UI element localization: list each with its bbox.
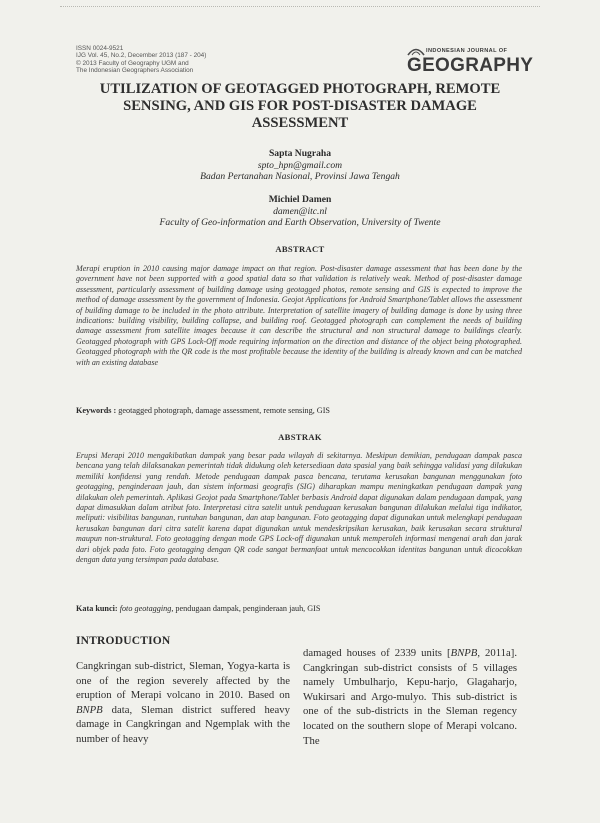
keywords-label: Keywords : bbox=[76, 406, 117, 415]
intro-left-text-2: data, Sleman district suffered heavy damage in Cangkringan and Ngemplak with the number of heavy bbox=[76, 703, 290, 745]
title-line-3: ASSESSMENT bbox=[251, 115, 349, 131]
abstrak-text: Erupsi Merapi 2010 mengakibatkan dampak yang besar pada wilayah di sekitarnya. Meskipun demikian, pendugaan dampak pasca bencana yang telah dilaksanakan pemerintah tidak didukung oleh ketersediaan data spasial yang baik sehingga validasi yang dilakukan memiliki konfidensi yang rendah. Metode pendugaan dampak pasca bencana, terutama kerusakan bangunan menggunakan foto geotagging, penginderaan jauh, dan sistem informasi geografis (SIG) diharapkan mampu meningkatkan pendugaan dampak yang dilakukan oleh pemerintah. Aplikasi Geojot pada Smartphone/Tablet berbasis Android dapat digunakan dalam pendugaan dampak, yang dapat dimasukkan dalam atribut foto. Interpretasi citra satelit untuk pendugaan kerusakan bangunan dilakukan melalui tiga indikator, meliputi: visibilitas bangunan, runtuhan bangunan, dan atap bangunan. Foto geotagging dapat digunakan untuk melengkapi pendugaan kerusakan bangunan dari citra satelit karena dapat digunakan untuk mendeskripsikan kerusakan, baik kerusakan secara struktural maupun non-struktural. Foto geotagging dengan mode GPS Lock-off digunakan untuk memperoleh informasi mengenai arah dan jarak dari objek pada foto. Foto geotagging dengan QR code sangat bermanfaat untuk mencocokkan identitas bangunan untuk dicocokkan dengan data yang tersimpan pada database. bbox=[76, 451, 522, 565]
abstract-heading: ABSTRACT bbox=[275, 244, 325, 254]
kata-kunci-italic: foto geotagging bbox=[119, 604, 172, 613]
kata-kunci bbox=[76, 604, 522, 614]
intro-right-text-1: damaged houses of 2339 units [ bbox=[303, 647, 451, 659]
logo-subtitle: INDONESIAN JOURNAL OF bbox=[426, 48, 508, 54]
title-line-2: SENSING, AND GIS FOR POST-DISASTER DAMAGE bbox=[123, 98, 477, 114]
scan-top-edge bbox=[60, 6, 540, 7]
author-email: spto_hpn@gmail.com bbox=[257, 159, 343, 171]
author-name: Sapta Nugraha bbox=[268, 148, 332, 159]
paper-title bbox=[70, 81, 530, 132]
author-name: Michiel Damen bbox=[268, 194, 332, 205]
issn: ISSN 0024-9521 bbox=[76, 45, 124, 52]
author-affiliation: Badan Pertanahan Nasional, Provinsi Jawa Tengah bbox=[200, 171, 400, 182]
keywords-list: geotagged photograph, damage assessment, remote sensing, GIS bbox=[118, 406, 330, 415]
keywords bbox=[76, 406, 522, 416]
intro-column-left bbox=[76, 659, 290, 747]
author-block-1 bbox=[70, 148, 530, 183]
volume-info: IJG Vol. 45, No.2, December 2013 (187 - 204) bbox=[76, 52, 207, 60]
logo-title: GEOGRAPHY bbox=[407, 55, 534, 76]
intro-left-text-1: Cangkringan sub-district, Sleman, Yogya-karta is one of the region severely affected by the eruption of Merapi volcano in 2010. Based on bbox=[76, 660, 290, 702]
kata-kunci-label: Kata kunci: bbox=[76, 604, 118, 613]
intro-right-text-2: , 2011a]. Cangkringan sub-district consists of 5 villages namely Umbulharjo, Kepu-harjo, Glagaharjo, Wukirsari and Argo-mulyo. This sub-district is one of the sub-districts in the Sleman regency located on the southern slope of Merapi volcano. The bbox=[303, 647, 517, 747]
abstract-text: Merapi eruption in 2010 causing major damage impact on that region. Post-disaster damage assessment that has been done by the government have not been supported with a good spatial data so that validation is relatively weak. Method of post-disaster damage assessment, particularly assessment of building damage using geotagged photos, remote sensing and GIS is expected to improve the method of damage assessment by the government of Indonesia. Geojot Applications for Android Smartphone/Tablet allows the assessment of building damage to be included in the photo attribute. Interpretation of satellite imagery of building damage is done by using three indications: building visibility, building collapse, and building roof. Geotagged photograph can complement the needs of building damage assessment from satellite images because it can describe the structural and non structural damage to buildings clearly. Geotagged photograph with GPS Lock-Off mode requiring information on the direction and distance of the object being photographed. Geotagged photograph with the QR code is the most profitable because the identity of the building is already known and can be matched with an existing database bbox=[76, 264, 522, 367]
copyright: © 2013 Faculty of Geography UGM and bbox=[76, 59, 189, 67]
association: The Indonesian Geographers Association bbox=[76, 67, 194, 75]
journal-logo bbox=[404, 48, 534, 78]
citation: BNPB bbox=[450, 647, 478, 659]
title-line-1: UTILIZATION OF GEOTAGGED PHOTOGRAPH, REMOTE bbox=[99, 81, 501, 97]
publication-info bbox=[76, 45, 206, 75]
author-affiliation: Faculty of Geo-information and Earth Observation, University of Twente bbox=[159, 217, 441, 228]
introduction-heading: INTRODUCTION bbox=[76, 635, 171, 647]
author-email: damen@itc.nl bbox=[273, 205, 327, 217]
author-block-2 bbox=[70, 194, 530, 229]
kata-kunci-list: , pendugaan dampak, penginderaan jauh, GIS bbox=[171, 604, 321, 613]
citation: BNPB bbox=[76, 703, 103, 716]
abstrak-heading: ABSTRAK bbox=[278, 432, 322, 442]
intro-column-right bbox=[303, 646, 517, 748]
